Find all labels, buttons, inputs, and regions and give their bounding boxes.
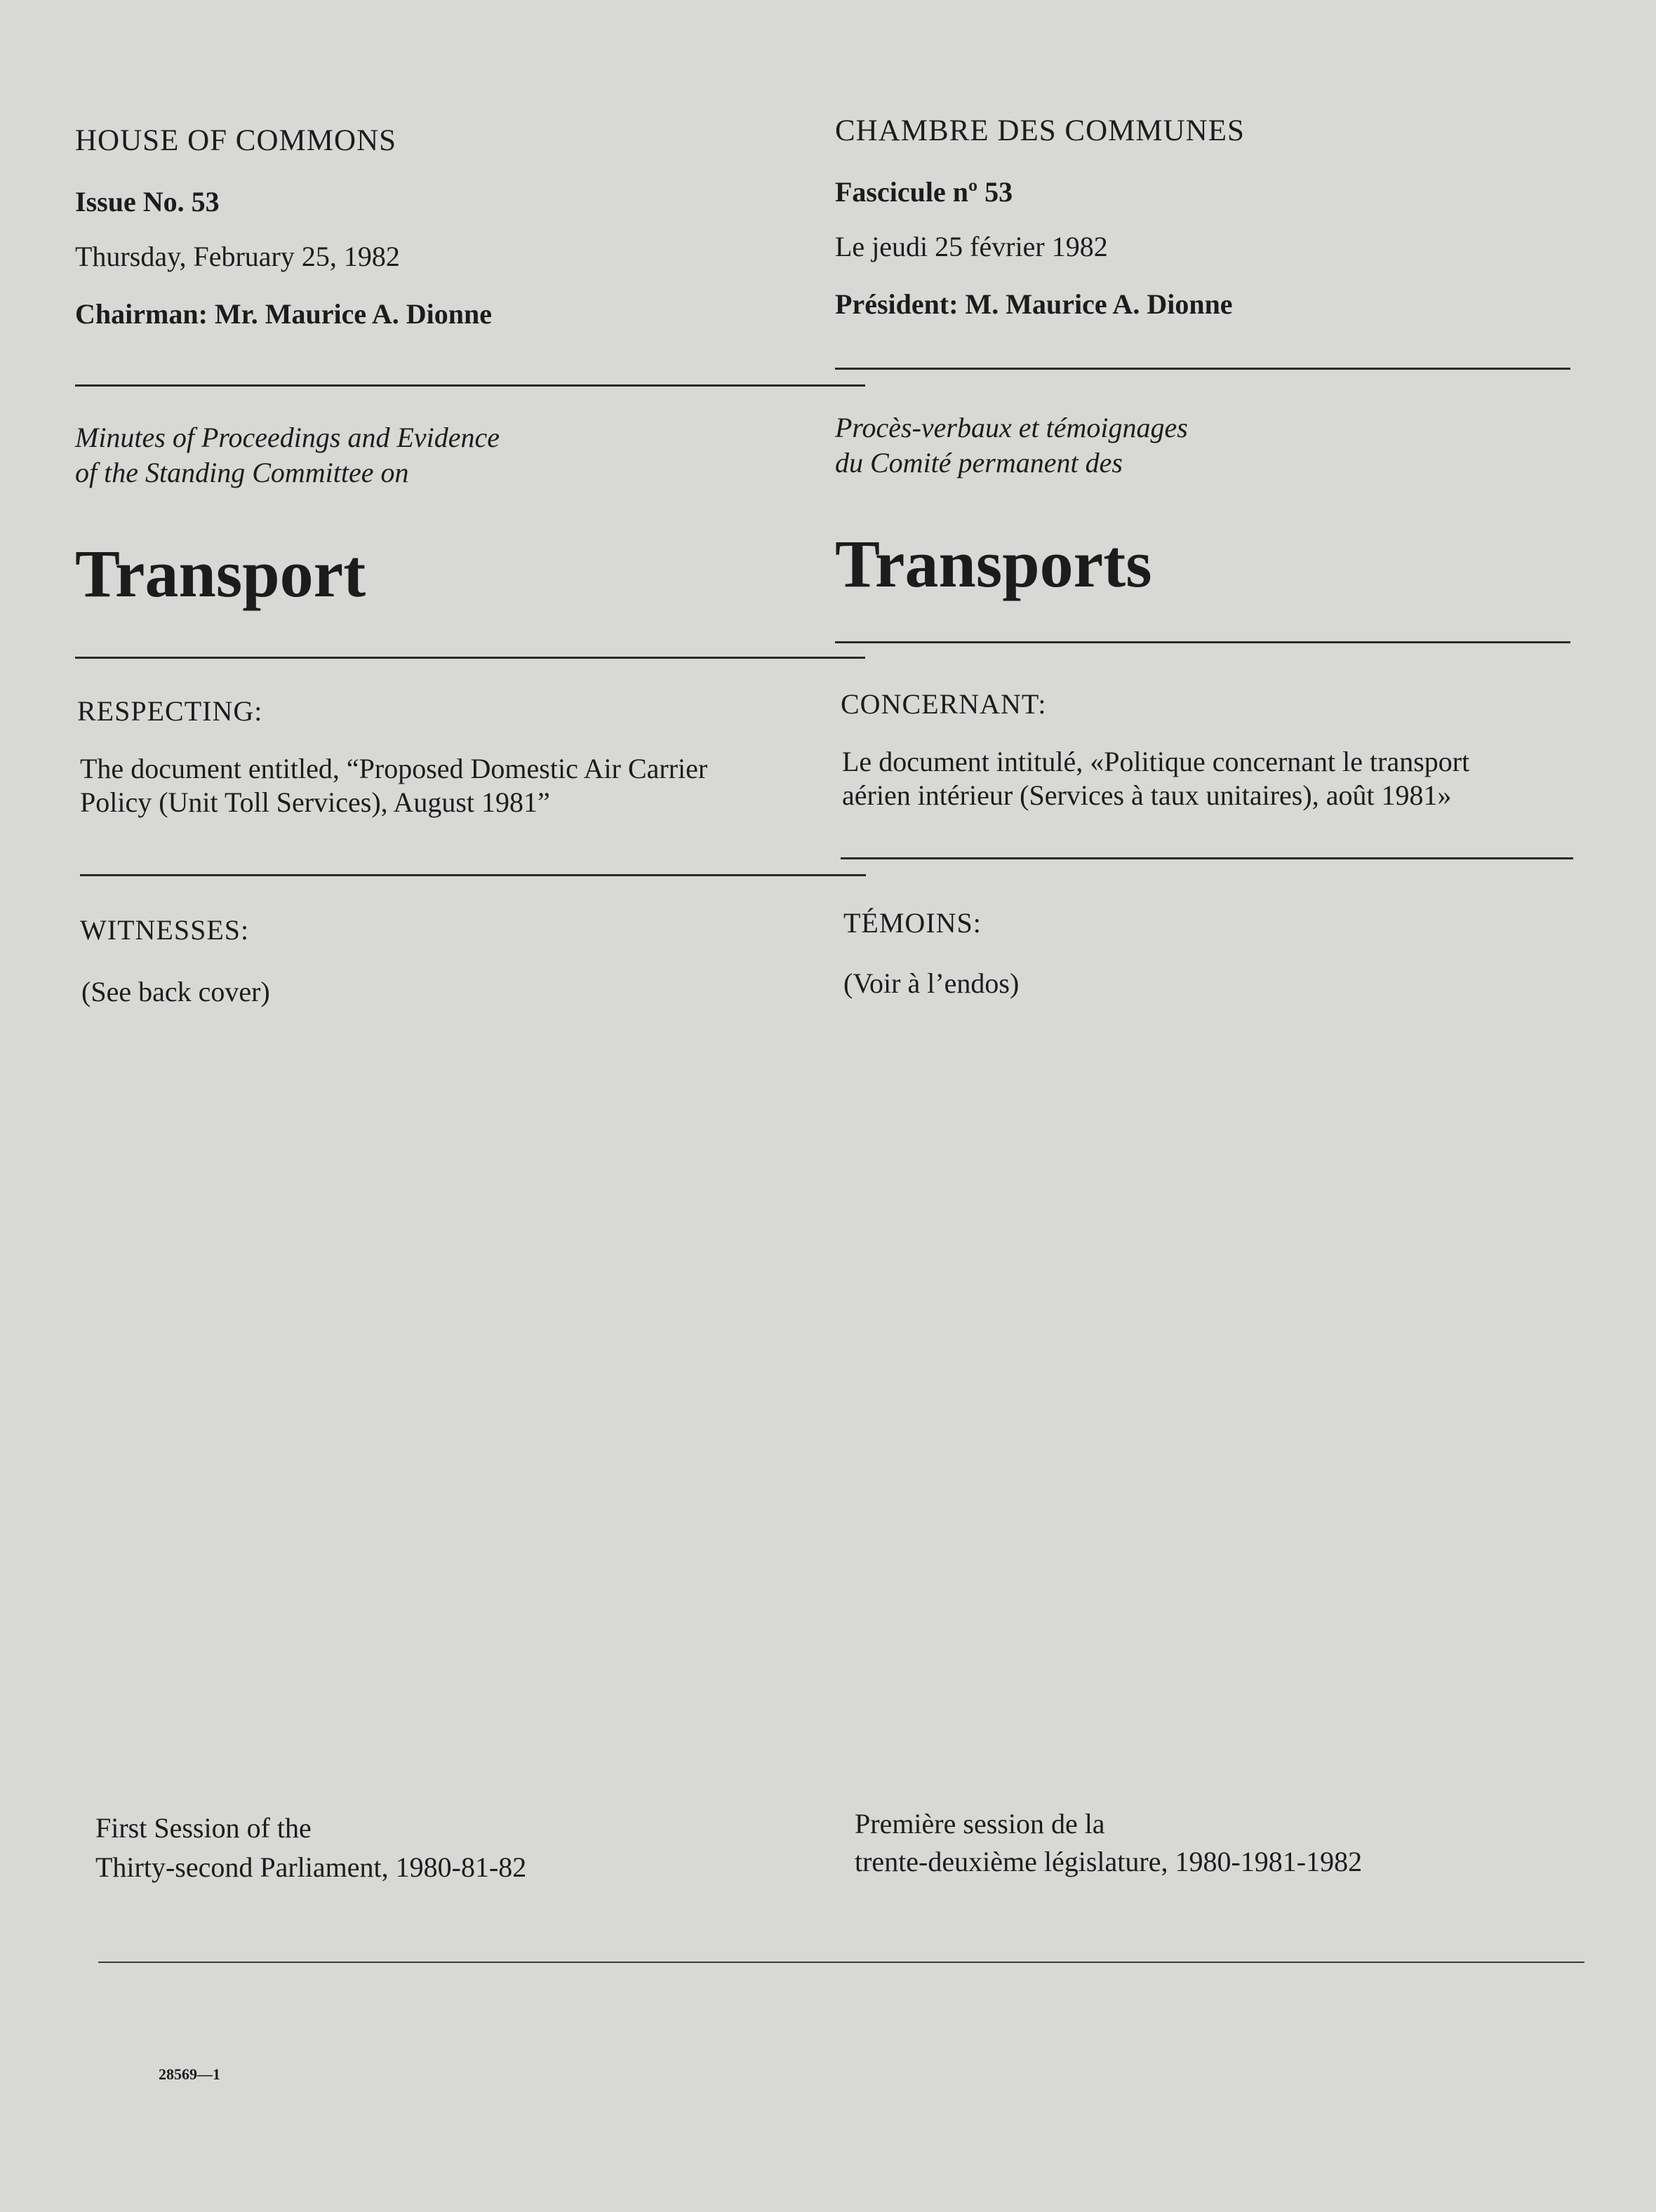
concernant-text-line-1: Le document intitulé, «Politique concernant le transport [842, 746, 1470, 777]
chairman: Chairman: Mr. Maurice A. Dionne [75, 298, 493, 330]
divider [835, 641, 1570, 643]
house-of-commons-heading: HOUSE OF COMMONS [75, 124, 397, 157]
committee-name: Transport [75, 536, 366, 611]
chambre-des-communes-heading: CHAMBRE DES COMMUNES [835, 114, 1245, 147]
divider [80, 874, 866, 876]
issue-date: Thursday, February 25, 1982 [75, 241, 400, 272]
divider [835, 368, 1570, 370]
session-fr-line-2: trente-deuxième législature, 1980-1981-1982 [855, 1846, 1363, 1877]
concernant-text-line-2: aérien intérieur (Services à taux unitaires), août 1981» [842, 779, 1452, 811]
fascicule-number: Fascicule nº 53 [835, 176, 1013, 208]
concernant-heading: CONCERNANT: [841, 688, 1047, 720]
minutes-line-1: Minutes of Proceedings and Evidence [75, 422, 500, 453]
date-fr: Le jeudi 25 février 1982 [835, 231, 1108, 262]
respecting-text-line-2: Policy (Unit Toll Services), August 1981” [80, 786, 550, 818]
divider [75, 657, 865, 659]
session-line-2: Thirty-second Parliament, 1980-81-82 [95, 1851, 527, 1883]
respecting-heading: RESPECTING: [77, 695, 263, 727]
witnesses-heading: WITNESSES: [80, 914, 250, 946]
proces-verbaux-line-2: du Comité permanent des [835, 447, 1123, 478]
respecting-text-line-1: The document entitled, “Proposed Domestic Air Carrier [80, 753, 708, 784]
session-fr-line-1: Première session de la [855, 1808, 1105, 1839]
witnesses-text: (See back cover) [81, 976, 270, 1007]
divider [841, 857, 1573, 859]
temoins-heading: TÉMOINS: [843, 907, 982, 939]
footer-divider [98, 1962, 1584, 1963]
committee-name-fr: Transports [835, 526, 1152, 601]
minutes-line-2: of the Standing Committee on [75, 457, 409, 488]
session-line-1: First Session of the [95, 1812, 312, 1844]
temoins-text: (Voir à l’endos) [843, 967, 1020, 999]
print-code: 28569—1 [159, 2065, 220, 2083]
president: Président: M. Maurice A. Dionne [835, 288, 1233, 320]
issue-number: Issue No. 53 [75, 186, 220, 217]
divider [75, 384, 865, 387]
proces-verbaux-line-1: Procès-verbaux et témoignages [835, 412, 1188, 443]
